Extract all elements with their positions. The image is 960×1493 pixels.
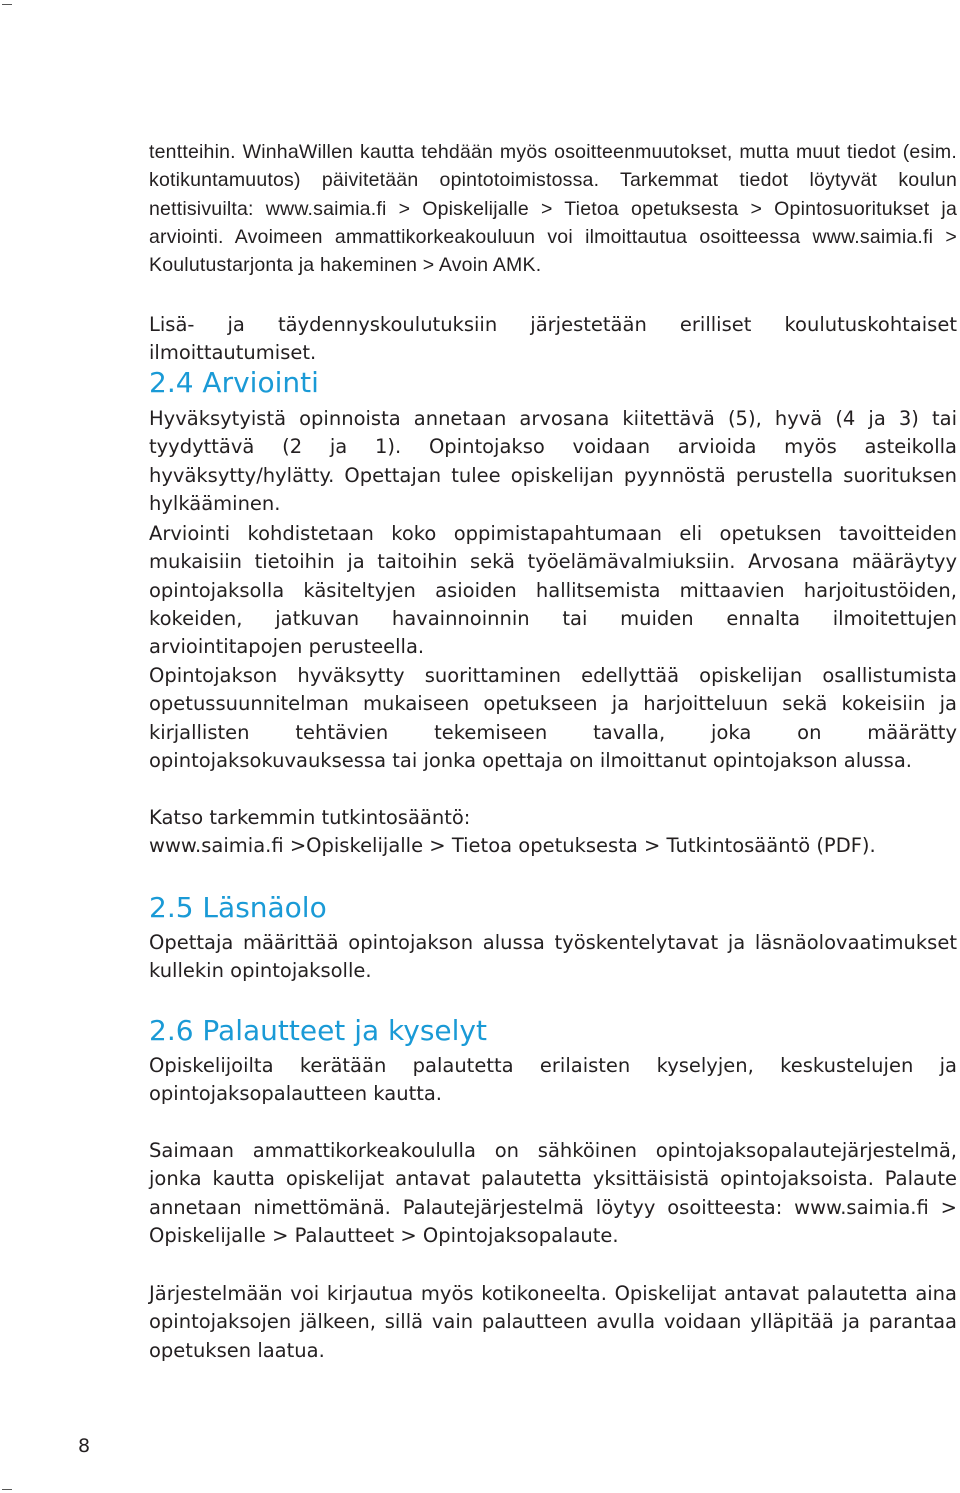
section-heading-palautteet: 2.6 Palautteet ja kyselyt bbox=[149, 1014, 487, 1047]
grading-scale-paragraph: Hyväksytyistä opinnoista annetaan arvosana kiitettävä (5), hyvä (4 ja 3) tai tyydyttävä (2 ja 1). Opintojakso voidaan arvioida myös asteikolla hyväksytty/hylätty. Opettajan tulee opiskelijan pyynnöstä perustella suorituksen hylkääminen. bbox=[149, 407, 957, 515]
section-heading-lasnaolo: 2.5 Läsnäolo bbox=[149, 891, 327, 924]
continuing-education-paragraph: Lisä- ja täydennyskoulutuksiin järjestetään erilliset koulutuskohtaiset ilmoittautumiset. bbox=[149, 313, 957, 365]
feedback-collection-paragraph: Opiskelijoilta kerätään palautetta erilaisten kyselyjen, keskustelujen ja opintojaksopalautteen kautta. bbox=[149, 1054, 957, 1106]
completion-requirements-paragraph: Opintojakson hyväksytty suorittaminen edellyttää opiskelijan osallistumista opetussuunnitelman mukaiseen opetukseen ja harjoitteluun sekä kokeisiin ja kirjallisten tehtävien tekemiseen tavalla, joka on määrätty opintojaksokuvauksessa tai jonka opettaja on ilmoittanut opintojakson alussa. bbox=[149, 664, 957, 772]
attendance-paragraph: Opettaja määrittää opintojakson alussa työskentelytavat ja läsnäolovaatimukset kullekin opintojaksolle. bbox=[149, 931, 957, 983]
crop-mark-top bbox=[2, 4, 12, 5]
assessment-target-paragraph: Arviointi kohdistetaan koko oppimistapahtumaan eli opetuksen tavoitteiden mukaisiin tietoihin ja taitoihin sekä työelämävalmiuksiin. Arvosana määräytyy opintojaksolla käsiteltyjen asioiden hallitsemista mittaavien harjoitustöiden, kokeiden, jatkuvan havainnoinnin tai muiden ennalta ilmoitettujen arviointitapojen perusteella. bbox=[149, 522, 957, 659]
page-number: 8 bbox=[78, 1435, 91, 1457]
crop-mark-bottom bbox=[2, 1489, 12, 1490]
feedback-system-paragraph: Saimaan ammattikorkeakoululla on sähköinen opintojaksopalautejärjestelmä, jonka kautta opiskelijat antavat palautetta yksittäisistä opintojaksoista. Palaute annetaan nimettömänä. Palautejärjestelmä löytyy osoitteesta: www.saimia.fi > Opiskelijalle > Palautteet > Opintojaksopalaute. bbox=[149, 1139, 957, 1247]
degree-regulations-label: Katso tarkemmin tutkintosääntö: bbox=[149, 806, 471, 829]
degree-regulations-path: www.saimia.fi >Opiskelijalle > Tietoa opetuksesta > Tutkintosääntö (PDF). bbox=[149, 834, 876, 858]
intro-paragraph: tentteihin. WinhaWillen kautta tehdään myös osoitteenmuutokset, mutta muut tiedot (esim. kotikuntamuutos) päivitetään opintotoimistossa. Tarkemmat tiedot löytyvät koulun nettisivuilta: www.saimia.fi > Opiskelijalle > Tietoa opetuksesta > Opintosuoritukset ja arviointi. Avoimeen ammattikorkeakouluun voi ilmoittautua osoitteessa www.saimia.fi > Koulutustarjonta ja hakeminen > Avoin AMK. bbox=[149, 141, 957, 277]
feedback-login-paragraph: Järjestelmään voi kirjautua myös kotikoneelta. Opiskelijat antavat palautetta aina opintojaksojen jälkeen, sillä vain palautteen avulla voidaan ylläpitää ja parantaa opetuksen laatua. bbox=[149, 1282, 957, 1362]
degree-regulations-reference bbox=[149, 804, 957, 861]
section-heading-arviointi: 2.4 Arviointi bbox=[149, 366, 319, 399]
